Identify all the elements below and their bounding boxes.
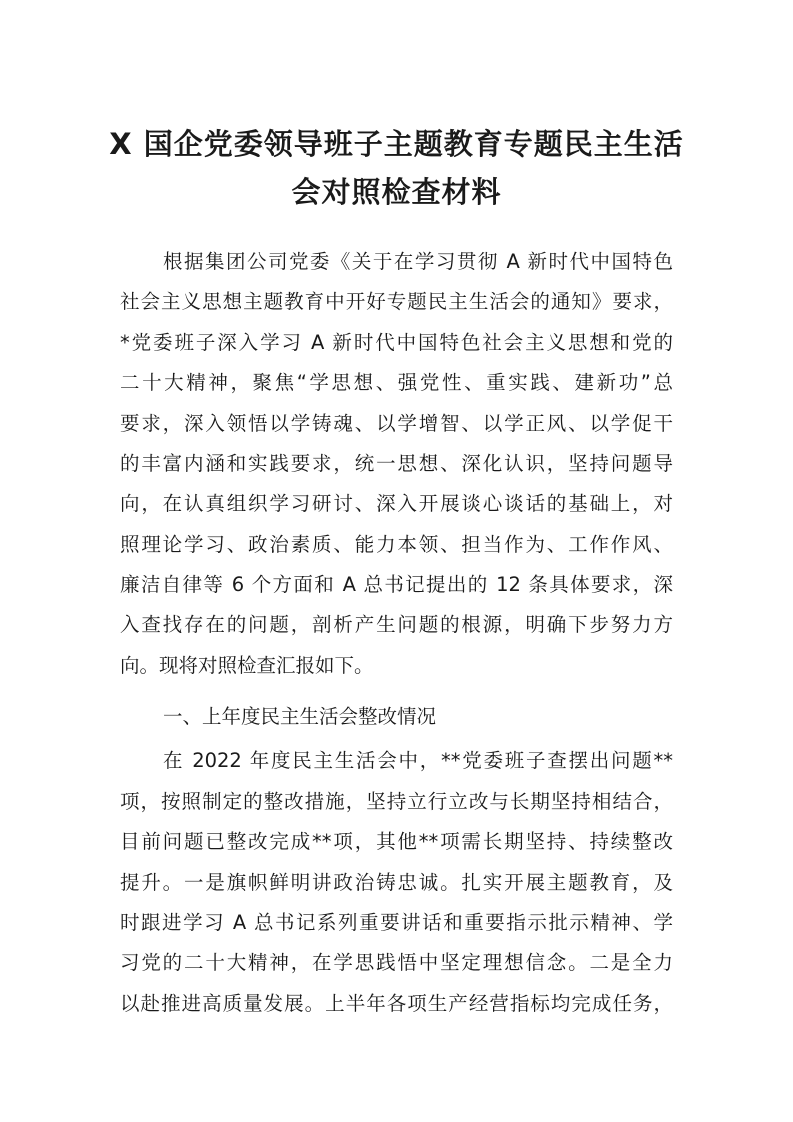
text-line: 在 2022 年度民主生活会中，**党委班子查摆出问题** [163,749,673,772]
text-line: 时跟进学习 A 总书记系列重要讲话和重要指示批示精神、学 [120,911,673,934]
text-line: 项，按照制定的整改措施，坚持立行立改与长期坚持相结合， [120,790,673,813]
text-line: 向。现将对照检查汇报如下。 [120,654,374,677]
text-line: 廉洁自律等 6 个方面和 A 总书记提出的 12 条具体要求，深 [120,573,673,596]
text-line: 习党的二十大精神，在学思践悟中坚定理想信念。二是全力 [120,951,673,974]
text-line: 要求，深入领悟以学铸魂、以学增智、以学正风、以学促干 [120,412,673,435]
document-title-line-2: 会对照检查材料 [291,175,502,209]
text-line: 提升。一是旗帜鲜明讲政治铸忠诚。扎实开展主题教育，及 [120,871,673,894]
text-line: *党委班子深入学习 A 新时代中国特色社会主义思想和党的 [120,331,673,354]
text-line: 照理论学习、政治素质、能力本领、担当作为、工作作风、 [120,533,673,556]
section-heading: 一、上年度民主生活会整改情况 [163,705,437,728]
text-line: 以赴推进高质量发展。上半年各项生产经营指标均完成任务， [120,992,673,1015]
text-line: 社会主义思想主题教育中开好专题民主生活会的通知》要求， [120,290,673,313]
text-line: 目前问题已整改完成**项，其他**项需长期坚持、持续整改 [120,830,673,853]
text-line: 入查找存在的问题，剖析产生问题的根源，明确下步努力方 [120,613,673,636]
text-line: 根据集团公司党委《关于在学习贯彻 A 新时代中国特色 [163,250,673,273]
document-title-line-1: X 国企党委领导班子主题教育专题民主生活 [109,127,684,161]
text-line: 二十大精神，聚焦“学思想、强党性、重实践、建新功”总 [120,371,673,394]
text-line: 的丰富内涵和实践要求，统一思想、深化认识，坚持问题导 [120,452,673,475]
text-line: 向，在认真组织学习研讨、深入开展谈心谈话的基础上，对 [120,492,673,515]
